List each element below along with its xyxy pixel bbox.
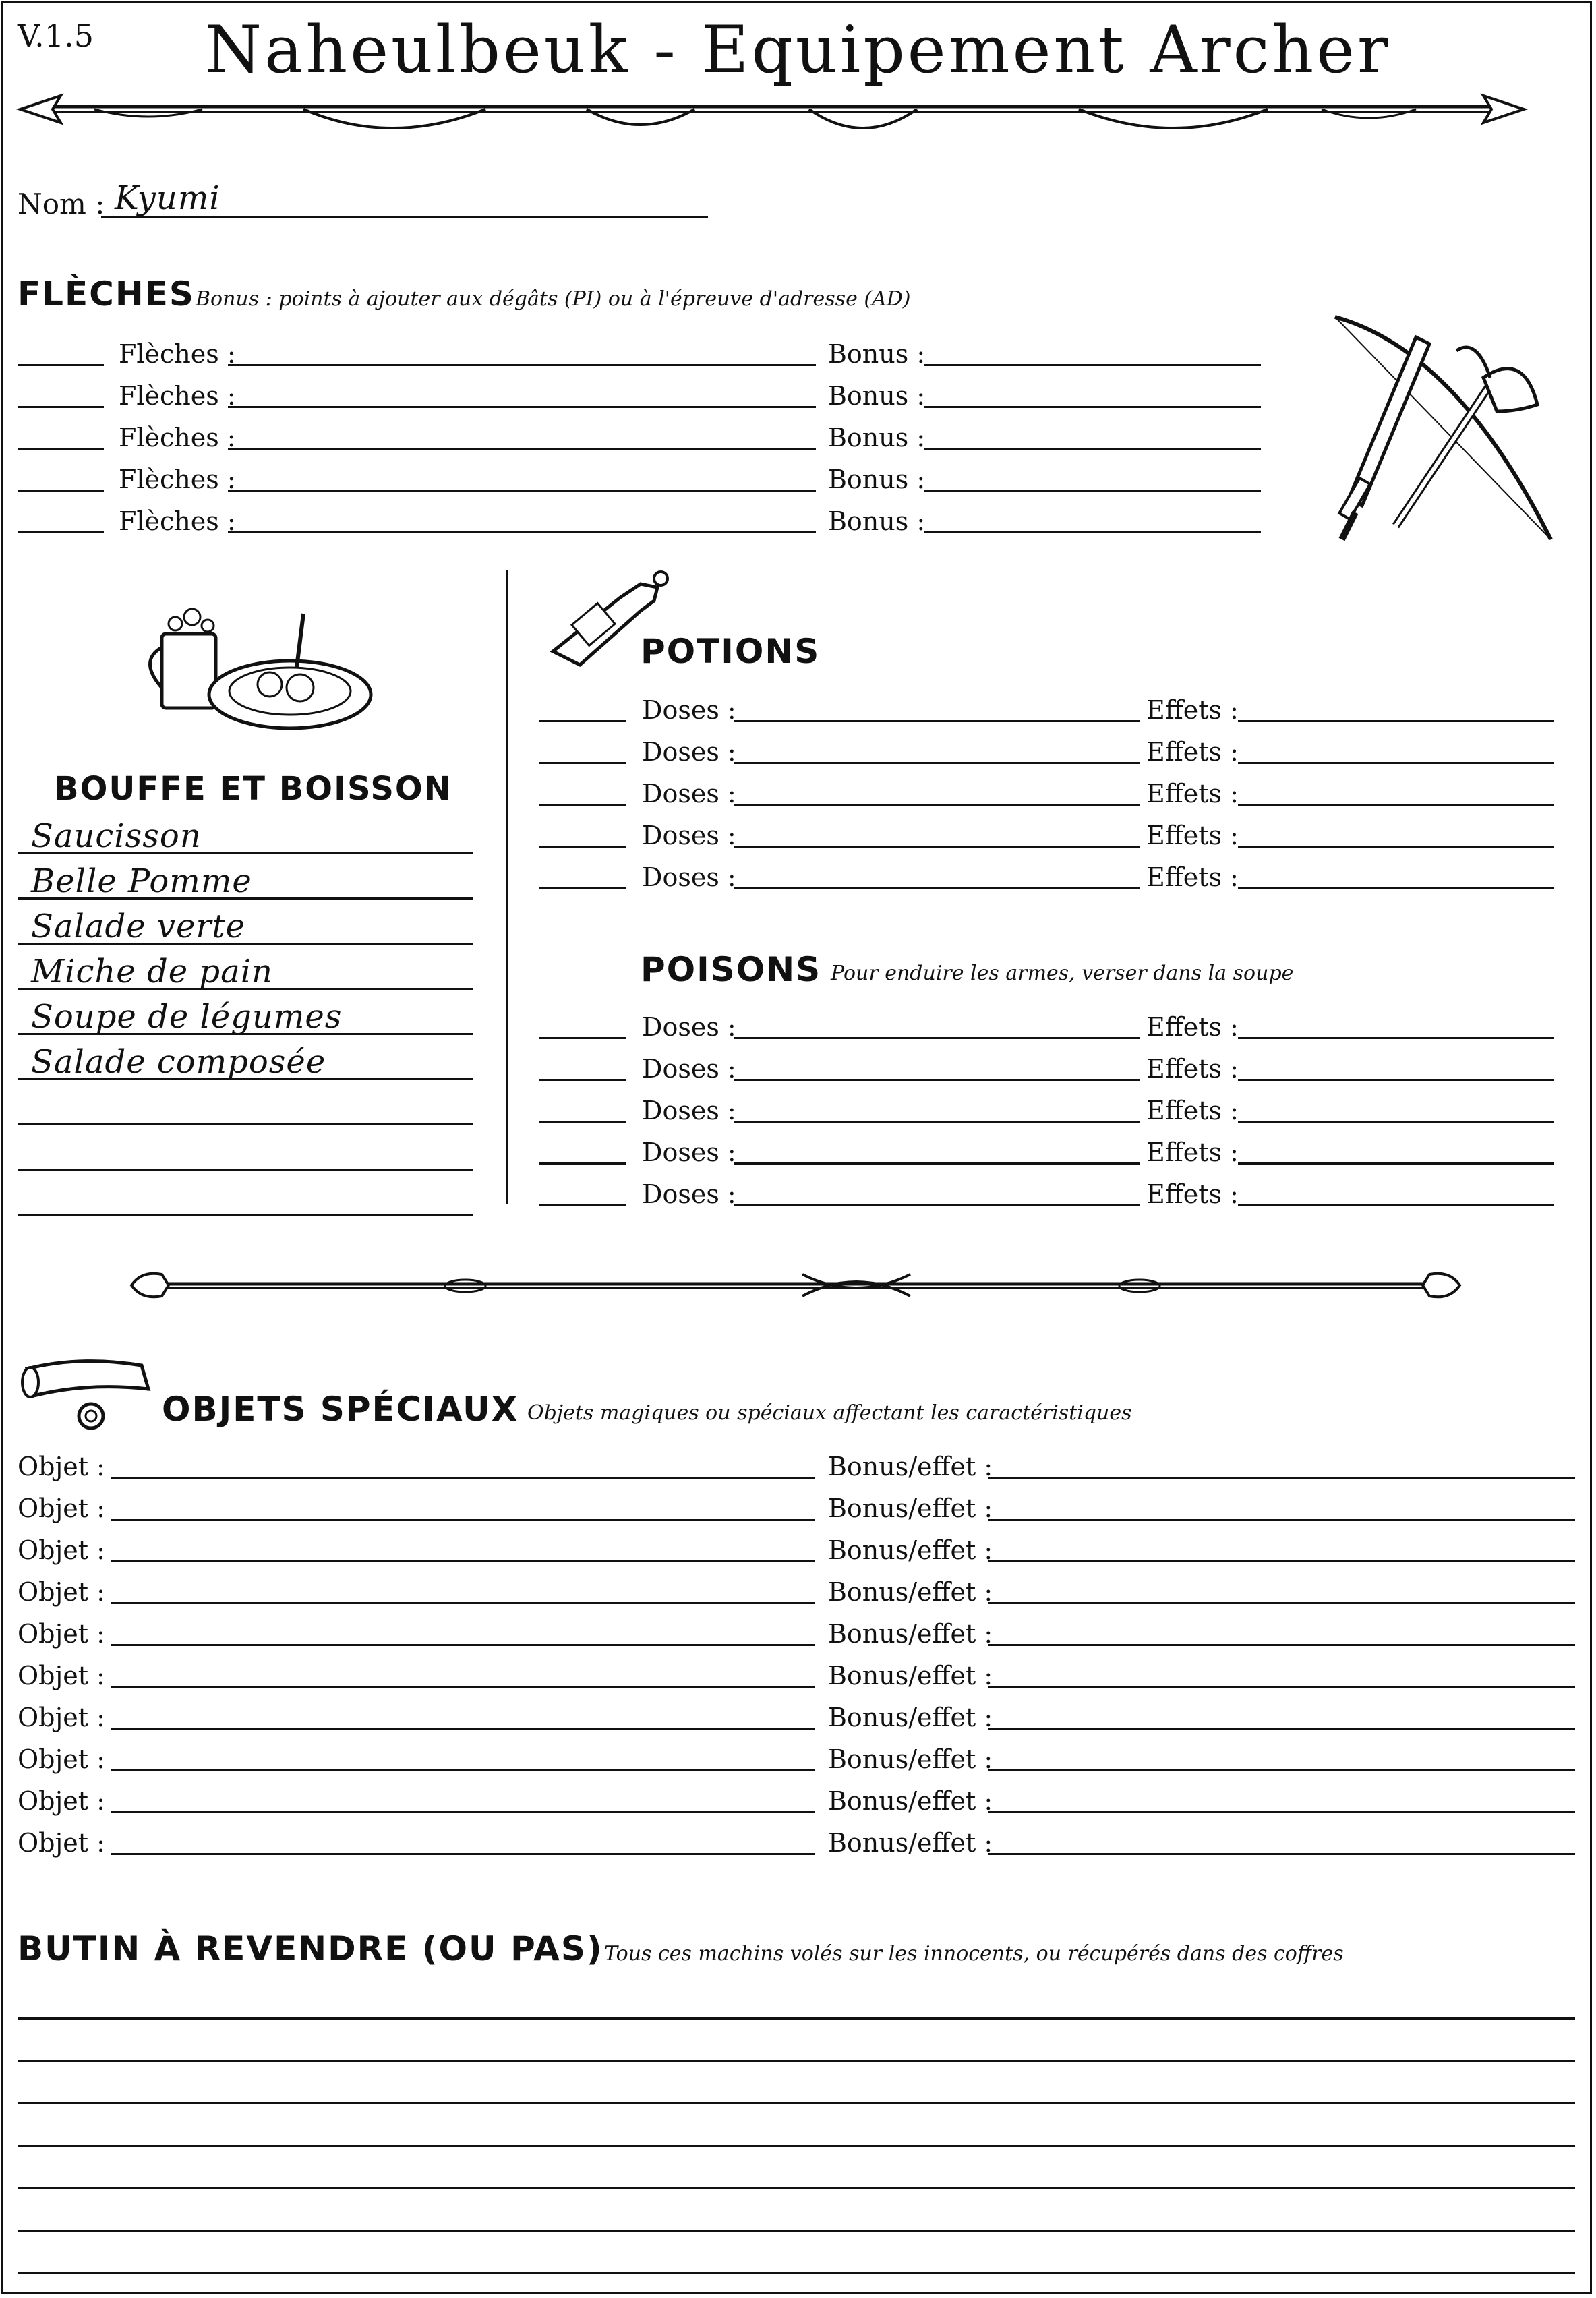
special-object-field[interactable] xyxy=(111,1477,815,1479)
arrows-label: Flèches : xyxy=(119,423,236,452)
special-bonus-field[interactable] xyxy=(988,1853,1575,1855)
arrows-heading: FLÈCHES xyxy=(18,274,195,314)
special-bonus-field[interactable] xyxy=(988,1477,1575,1479)
special-object-field[interactable] xyxy=(111,1728,815,1730)
arrows-count-field[interactable] xyxy=(18,531,104,533)
bow-sword-axe-icon xyxy=(1322,310,1571,553)
poisons-doses-label: Doses : xyxy=(642,1179,736,1209)
special-bonus-field[interactable] xyxy=(988,1728,1575,1730)
arrows-name-field[interactable] xyxy=(228,531,816,533)
special-bonus-field[interactable] xyxy=(988,1811,1575,1813)
special-object-field[interactable] xyxy=(111,1644,815,1646)
special-bonus-field[interactable] xyxy=(988,1560,1575,1562)
loot-line[interactable] xyxy=(18,2187,1575,2189)
poisons-doses-field[interactable] xyxy=(734,1037,1140,1039)
special-bonus-label: Bonus/effet : xyxy=(828,1703,993,1732)
special-object-field[interactable] xyxy=(111,1769,815,1771)
name-label: Nom : xyxy=(18,187,105,220)
arrows-bonus-field[interactable] xyxy=(924,448,1261,450)
arrows-subtitle: Bonus : points à ajouter aux dégâts (PI) ou à l'épreuve d'adresse (AD) xyxy=(196,287,911,311)
poisons-doses-label: Doses : xyxy=(642,1012,736,1042)
potions-effects-field[interactable] xyxy=(1238,720,1554,722)
loot-subtitle: Tous ces machins volés sur les innocents, ou récupérés dans des coffres xyxy=(604,1942,1344,1966)
special-bonus-label: Bonus/effet : xyxy=(828,1619,993,1649)
food-line xyxy=(18,1214,473,1216)
food-line xyxy=(18,988,473,990)
arrows-count-field[interactable] xyxy=(18,448,104,450)
potions-effects-field[interactable] xyxy=(1238,762,1554,764)
special-bonus-label: Bonus/effet : xyxy=(828,1786,993,1816)
special-bonus-field[interactable] xyxy=(988,1602,1575,1604)
loot-line[interactable] xyxy=(18,2017,1575,2020)
potions-effects-label: Effets : xyxy=(1146,779,1239,808)
poisons-effects-label: Effets : xyxy=(1146,1012,1239,1042)
special-object-field[interactable] xyxy=(111,1686,815,1688)
arrows-label: Flèches : xyxy=(119,465,236,494)
potions-doses-label: Doses : xyxy=(642,821,736,850)
poisons-subtitle: Pour enduire les armes, verser dans la soupe xyxy=(831,962,1294,985)
special-object-field[interactable] xyxy=(111,1560,815,1562)
poisons-doses-field[interactable] xyxy=(734,1162,1140,1165)
special-bonus-label: Bonus/effet : xyxy=(828,1744,993,1774)
potions-heading: POTIONS xyxy=(641,632,821,671)
arrows-label: Flèches : xyxy=(119,381,236,411)
special-object-label: Objet : xyxy=(18,1786,105,1816)
potions-count-field[interactable] xyxy=(539,762,626,764)
special-bonus-label: Bonus/effet : xyxy=(828,1452,993,1481)
special-object-label: Objet : xyxy=(18,1703,105,1732)
potions-doses-field[interactable] xyxy=(734,720,1140,722)
food-line xyxy=(18,1033,473,1035)
poisons-effects-field[interactable] xyxy=(1238,1037,1554,1039)
poisons-doses-field[interactable] xyxy=(734,1204,1140,1206)
food-item[interactable]: Salade composée xyxy=(31,1043,326,1081)
name-line xyxy=(101,216,708,218)
potions-count-field[interactable] xyxy=(539,846,626,848)
loot-line[interactable] xyxy=(18,2060,1575,2062)
special-object-label: Objet : xyxy=(18,1494,105,1523)
food-line xyxy=(18,1123,473,1125)
special-object-label: Objet : xyxy=(18,1828,105,1858)
special-subtitle: Objets magiques ou spéciaux affectant les caractéristiques xyxy=(527,1401,1132,1425)
special-bonus-label: Bonus/effet : xyxy=(828,1535,993,1565)
potions-count-field[interactable] xyxy=(539,804,626,806)
loot-line[interactable] xyxy=(18,2102,1575,2104)
special-bonus-label: Bonus/effet : xyxy=(828,1661,993,1690)
special-object-label: Objet : xyxy=(18,1452,105,1481)
special-bonus-field[interactable] xyxy=(988,1686,1575,1688)
arrows-bonus-label: Bonus : xyxy=(828,381,926,411)
column-separator xyxy=(506,570,508,1204)
poisons-count-field[interactable] xyxy=(539,1204,626,1206)
special-bonus-label: Bonus/effet : xyxy=(828,1577,993,1607)
special-object-label: Objet : xyxy=(18,1619,105,1649)
arrows-name-field[interactable] xyxy=(228,448,816,450)
scroll-ring-icon xyxy=(13,1349,162,1436)
special-heading: OBJETS SPÉCIAUX xyxy=(162,1390,519,1429)
page-title: Naheulbeuk - Equipement Archer xyxy=(205,12,1391,88)
special-object-field[interactable] xyxy=(111,1602,815,1604)
poisons-doses-field[interactable] xyxy=(734,1079,1140,1081)
poisons-doses-label: Doses : xyxy=(642,1054,736,1084)
potions-effects-field[interactable] xyxy=(1238,846,1554,848)
name-value[interactable]: Kyumi xyxy=(115,179,220,217)
food-heading: BOUFFE ET BOISSON xyxy=(54,770,452,808)
poisons-count-field[interactable] xyxy=(539,1079,626,1081)
potions-effects-label: Effets : xyxy=(1146,821,1239,850)
arrows-name-field[interactable] xyxy=(228,490,816,492)
potions-effects-label: Effets : xyxy=(1146,695,1239,725)
mug-plate-icon xyxy=(135,593,378,735)
potions-doses-field[interactable] xyxy=(734,804,1140,806)
poisons-effects-label: Effets : xyxy=(1146,1096,1239,1125)
poisons-effects-field[interactable] xyxy=(1238,1079,1554,1081)
arrows-bonus-field[interactable] xyxy=(924,364,1261,366)
poisons-doses-label: Doses : xyxy=(642,1138,736,1167)
potions-doses-field[interactable] xyxy=(734,887,1140,889)
special-bonus-label: Bonus/effet : xyxy=(828,1828,993,1858)
special-bonus-field[interactable] xyxy=(988,1519,1575,1521)
loot-heading: BUTIN À REVENDRE (OU PAS) xyxy=(18,1929,603,1968)
arrows-label: Flèches : xyxy=(119,339,236,369)
food-line xyxy=(18,943,473,945)
special-bonus-label: Bonus/effet : xyxy=(828,1494,993,1523)
food-item[interactable]: Miche de pain xyxy=(31,953,273,991)
food-item[interactable]: Belle Pomme xyxy=(31,862,252,900)
potions-doses-label: Doses : xyxy=(642,737,736,767)
arrows-bonus-label: Bonus : xyxy=(828,339,926,369)
arrows-label: Flèches : xyxy=(119,506,236,536)
arrows-count-field[interactable] xyxy=(18,490,104,492)
special-bonus-field[interactable] xyxy=(988,1644,1575,1646)
potions-effects-field[interactable] xyxy=(1238,887,1554,889)
poisons-count-field[interactable] xyxy=(539,1162,626,1165)
potions-doses-field[interactable] xyxy=(734,846,1140,848)
food-item[interactable]: Soupe de légumes xyxy=(31,998,343,1036)
food-item[interactable]: Saucisson xyxy=(31,817,202,855)
poisons-heading: POISONS xyxy=(641,950,822,989)
poisons-count-field[interactable] xyxy=(539,1121,626,1123)
arrows-bonus-label: Bonus : xyxy=(828,423,926,452)
loot-line[interactable] xyxy=(18,2145,1575,2147)
arrows-bonus-field[interactable] xyxy=(924,490,1261,492)
poisons-effects-label: Effets : xyxy=(1146,1054,1239,1084)
special-object-label: Objet : xyxy=(18,1535,105,1565)
poisons-count-field[interactable] xyxy=(539,1037,626,1039)
poisons-effects-label: Effets : xyxy=(1146,1138,1239,1167)
arrows-bonus-label: Bonus : xyxy=(828,465,926,494)
arrows-name-field[interactable] xyxy=(228,364,816,366)
arrows-name-field[interactable] xyxy=(228,406,816,408)
arrow-divider-icon xyxy=(13,86,1531,147)
potions-doses-label: Doses : xyxy=(642,779,736,808)
poisons-doses-field[interactable] xyxy=(734,1121,1140,1123)
loot-line[interactable] xyxy=(18,2272,1575,2274)
poisons-effects-field[interactable] xyxy=(1238,1121,1554,1123)
poisons-effects-field[interactable] xyxy=(1238,1162,1554,1165)
special-object-field[interactable] xyxy=(111,1811,815,1813)
potions-doses-field[interactable] xyxy=(734,762,1140,764)
poisons-doses-label: Doses : xyxy=(642,1096,736,1125)
food-line xyxy=(18,852,473,854)
food-line xyxy=(18,897,473,900)
arrows-count-field[interactable] xyxy=(18,406,104,408)
loot-line[interactable] xyxy=(18,2230,1575,2232)
staff-divider-icon xyxy=(128,1261,1463,1308)
potions-effects-label: Effets : xyxy=(1146,737,1239,767)
potions-doses-label: Doses : xyxy=(642,695,736,725)
poisons-effects-label: Effets : xyxy=(1146,1179,1239,1209)
food-line xyxy=(18,1169,473,1171)
potions-effects-label: Effets : xyxy=(1146,862,1239,892)
potions-count-field[interactable] xyxy=(539,887,626,889)
special-bonus-field[interactable] xyxy=(988,1769,1575,1771)
arrows-bonus-field[interactable] xyxy=(924,531,1261,533)
food-item[interactable]: Salade verte xyxy=(31,908,246,945)
version-label: V.1.5 xyxy=(18,18,94,54)
special-object-field[interactable] xyxy=(111,1519,815,1521)
potions-effects-field[interactable] xyxy=(1238,804,1554,806)
food-line xyxy=(18,1078,473,1080)
potions-count-field[interactable] xyxy=(539,720,626,722)
special-object-label: Objet : xyxy=(18,1577,105,1607)
special-object-label: Objet : xyxy=(18,1744,105,1774)
poisons-effects-field[interactable] xyxy=(1238,1204,1554,1206)
arrows-count-field[interactable] xyxy=(18,364,104,366)
potions-doses-label: Doses : xyxy=(642,862,736,892)
special-object-field[interactable] xyxy=(111,1853,815,1855)
special-object-label: Objet : xyxy=(18,1661,105,1690)
arrows-bonus-label: Bonus : xyxy=(828,506,926,536)
arrows-bonus-field[interactable] xyxy=(924,406,1261,408)
